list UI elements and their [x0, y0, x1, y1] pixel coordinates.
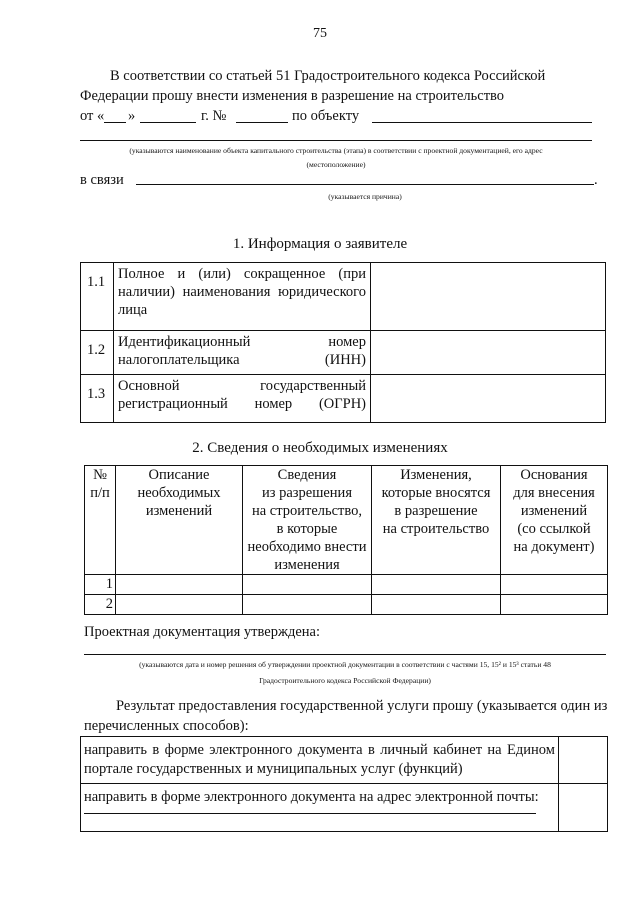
- day-field[interactable]: [104, 122, 126, 123]
- reason-label: в связи: [80, 172, 124, 188]
- quote-close: »: [128, 108, 136, 124]
- month-field[interactable]: [140, 122, 196, 123]
- label-line: Полное и (или) сокращенное (при: [118, 266, 366, 282]
- label-line: лица: [118, 302, 148, 318]
- header-description: Описание необходимых изменений: [116, 466, 243, 575]
- option-line: направить в форме электронного документа в личный кабинет на Едином: [84, 742, 555, 758]
- label-line: Основной государственный: [118, 378, 366, 394]
- header-permit-info: Сведения из разрешения на строительство, в которые необходимо внести изменения: [243, 466, 372, 575]
- year-number-label: г. №: [201, 108, 227, 124]
- object-hint-2: (местоположение): [306, 160, 366, 169]
- result-options-table: [80, 736, 608, 832]
- cell[interactable]: [243, 595, 372, 615]
- label-line: наличии) наименования юридического: [118, 284, 366, 300]
- row-number: 1.3: [81, 375, 114, 423]
- value-cell[interactable]: [371, 331, 606, 375]
- row-label: [114, 375, 371, 423]
- header-changes: Изменения, которые вносятся в разрешение на строительство: [372, 466, 501, 575]
- value-cell[interactable]: [371, 375, 606, 423]
- project-doc-hint-1: (указываются дата и номер решения об утверждении проектной документации в соответствии с частями 15, 15² и 15³ статьи 48: [139, 660, 551, 669]
- object-label: по объекту: [292, 108, 360, 124]
- section-2-title: 2. Сведения о необходимых изменениях: [192, 440, 448, 456]
- option-line: портале государственных и муниципальных услуг (функций): [84, 761, 463, 777]
- project-doc-hint-2: Градостроительного кодекса Российской Федерации): [259, 676, 431, 685]
- cell[interactable]: [116, 595, 243, 615]
- intro-line-2: Федерации прошу внести изменения в разрешение на строительство: [80, 88, 505, 104]
- section-1-title: 1. Информация о заявителе: [232, 236, 408, 252]
- row-number: 1.2: [81, 331, 114, 375]
- result-line-2: перечисленных способов):: [84, 718, 249, 734]
- option-electronic-portal: [81, 737, 559, 784]
- reason-end: .: [594, 172, 598, 188]
- row-label: [114, 263, 371, 331]
- cell[interactable]: [501, 575, 608, 595]
- intro-line-1: В соответствии со статьей 51 Градостроительного кодекса Российской: [110, 68, 546, 84]
- permit-number-field[interactable]: [236, 122, 288, 123]
- page-number: 75: [313, 26, 327, 41]
- email-field[interactable]: [84, 813, 536, 814]
- changes-table: [84, 465, 608, 615]
- header-number: № п/п: [85, 466, 116, 575]
- table-row: [81, 737, 608, 784]
- project-doc-field[interactable]: [84, 654, 606, 655]
- result-line-1: Результат предоставления государственной услуги прошу (указывается один из: [116, 698, 608, 714]
- cell[interactable]: [372, 595, 501, 615]
- table-row: [85, 595, 608, 615]
- row-number: 1.1: [81, 263, 114, 331]
- label-line: регистрационный номер (ОГРН): [118, 396, 366, 412]
- cell[interactable]: [243, 575, 372, 595]
- reason-field[interactable]: [136, 184, 594, 185]
- reason-hint: (указывается причина): [328, 192, 402, 201]
- row-label: [114, 331, 371, 375]
- from-prefix: от «: [80, 108, 105, 124]
- table-header-row: [85, 466, 608, 575]
- project-doc-label: Проектная документация утверждена:: [84, 624, 321, 640]
- object-field[interactable]: [372, 122, 592, 123]
- option-checkbox[interactable]: [558, 737, 607, 784]
- applicant-info-table: [80, 262, 606, 423]
- table-row: [85, 575, 608, 595]
- option-checkbox[interactable]: [558, 784, 607, 832]
- object-hint-1: (указываются наименование объекта капитального строительства (этапа) в соответствии с проектной документацией, его адрес: [129, 146, 543, 155]
- label-line: Идентификационный номер: [118, 334, 366, 350]
- cell[interactable]: [116, 575, 243, 595]
- row-number: 2: [85, 595, 116, 615]
- value-cell[interactable]: [371, 263, 606, 331]
- table-row: [81, 784, 608, 832]
- table-row: [81, 263, 606, 331]
- table-row: [81, 375, 606, 423]
- label-line: налогоплательщика (ИНН): [118, 352, 366, 368]
- table-row: [81, 331, 606, 375]
- option-line: направить в форме электронного документа на адрес электронной почты:: [84, 789, 539, 805]
- cell[interactable]: [372, 575, 501, 595]
- header-grounds: Основания для внесения изменений (со ссылкой на документ): [501, 466, 608, 575]
- object-field-continued[interactable]: [80, 140, 592, 141]
- cell[interactable]: [501, 595, 608, 615]
- option-email: [81, 784, 559, 832]
- row-number: 1: [85, 575, 116, 595]
